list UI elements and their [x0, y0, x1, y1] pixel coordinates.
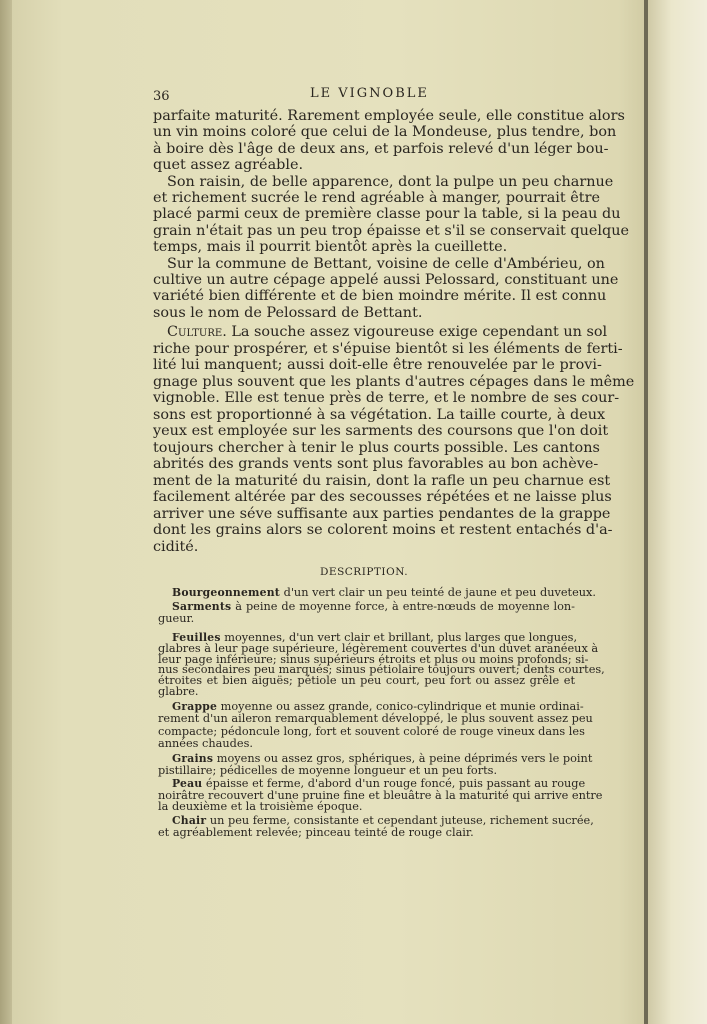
description-term: Chair: [172, 814, 207, 827]
description-term: Peau: [172, 777, 203, 790]
text-line: quet assez agréable.: [153, 157, 304, 174]
text-line: Sur la commune de Bettant, voisine de celle d'Ambérieu, on: [167, 255, 605, 272]
description-line: glabres à leur page supérieure, légèrement couvertes d'un duvet aranéeux à: [158, 641, 599, 655]
description-line: [158, 586, 597, 599]
text-line: [153, 439, 600, 456]
text-line: sous le nom de Pelossard de Bettant.: [153, 304, 423, 321]
description-line: nus secondaires peu marqués; sinus pétiolaire toujours ouvert; dents courtes,: [158, 663, 605, 677]
description-term: Sarments: [172, 600, 232, 613]
text-line: [153, 423, 609, 439]
description-term: Bourgeonnement: [172, 586, 280, 599]
description-term: Feuilles: [172, 631, 221, 644]
text-line-content: toujours chercher à tenir le plus courts possible. Les cantons: [153, 439, 600, 456]
description-text: un peu ferme, consistante et cependant juteuse, richement sucrée,: [206, 814, 594, 827]
text-line: parfaite maturité. Rarement employée seule, elle constitue alors: [153, 108, 625, 124]
description-line: étroites et bien aiguës; pétiole un peu court, peu fort ou assez grêle et: [158, 674, 575, 688]
description-line: et agréablement relevée; pinceau teinté de rouge clair.: [158, 825, 474, 839]
description-line: [158, 700, 584, 713]
text-line: [153, 373, 635, 390]
text-line-content: abrités des grands vents sont plus favorables au bon achève-: [153, 456, 599, 472]
text-line-content: vignoble. Elle est tenue près de terre, et le nombre de ses cour-: [153, 390, 620, 406]
text-line: [153, 456, 599, 472]
text-line: [153, 472, 611, 489]
page-number: 36: [153, 89, 170, 104]
next-page-edge: [648, 0, 707, 1024]
text-line-content: riche pour prospérer, et s'épuise bientôt si les éléments de ferti-: [153, 340, 623, 357]
text-line: [153, 539, 578, 555]
description-line: gueur.: [158, 611, 195, 625]
description-line: noirâtre recouvert d'une pruine fine et bleuâtre à la maturité qui arrive entre: [158, 788, 603, 802]
description-line: années chaudes.: [158, 736, 253, 750]
text-line-content: La souche assez vigoureuse exige cependant un sol: [226, 324, 608, 340]
text-line: [153, 324, 608, 340]
text-line: [153, 406, 606, 423]
description-line: compacte; pédoncule long, fort et souvent coloré de rouge vineux dans les: [158, 724, 585, 738]
text-line: cultive un autre cépage appelé aussi Pelossard, constituant une: [153, 272, 619, 288]
text-line: [153, 340, 623, 357]
description-term: Grains: [172, 752, 214, 765]
text-line: grain n'était pas un peu trop épaisse et s'il se conservait quelque: [153, 222, 630, 239]
description-term: Grappe: [172, 700, 218, 713]
description-text: moyens ou assez gros, sphériques, à peine déprimés vers le point: [213, 752, 593, 765]
text-line: [153, 505, 611, 522]
text-line-content: arriver une séve suffisante aux parties pendantes de la grappe: [153, 505, 611, 522]
text-line-content: yeux est employée sur les sarments des coursons que l'on doit: [153, 423, 609, 439]
text-line: Son raisin, de belle apparence, dont la pulpe un peu charnue: [167, 173, 614, 190]
description-line: leur page inférieure; sinus supérieurs étroits et plus ou moins profonds; si-: [158, 652, 589, 666]
description-text: moyennes, d'un vert clair et brillant, plus larges que longues,: [220, 631, 578, 644]
text-line-content: gnage plus souvent que les plants d'autres cépages dans le même: [153, 373, 635, 390]
description-line: glabre.: [158, 685, 199, 698]
text-line-content: ment de la maturité du raisin, dont la rafle un peu charnue est: [153, 472, 611, 489]
text-line-content: dont les grains alors se colorent moins et restent entachés d'a-: [153, 522, 613, 538]
culture-heading: Culture.: [167, 324, 227, 340]
text-line: temps, mais il pourrit bientôt après la cueillette.: [153, 239, 508, 256]
description-line: rement d'un aileron remarquablement développé, le plus souvent assez peu: [158, 712, 593, 726]
text-line-content: facilement altérée par des secousses répétées et ne laisse plus: [153, 489, 612, 505]
description-text: épaisse et ferme, d'abord d'un rouge foncé, puis passant au rouge: [202, 777, 586, 790]
text-line: à boire dès l'âge de deux ans, et parfois relevé d'un léger bou-: [153, 140, 609, 157]
text-line-content: cidité.: [153, 538, 199, 555]
text-line: [153, 522, 613, 538]
text-line: [153, 357, 602, 373]
text-line: [153, 489, 612, 505]
text-line: et richement sucrée le rend agréable à manger, pourrait être: [153, 190, 600, 206]
text-line: un vin moins coloré que celui de la Mondeuse, plus tendre, bon: [153, 124, 617, 141]
text-line: [153, 390, 620, 406]
text-line-content: lité lui manquent; aussi doit-elle être renouvelée par le provi-: [153, 357, 602, 373]
description-text: d'un vert clair un peu teinté de jaune et peu duveteux.: [280, 586, 597, 599]
description-line: la deuxième et la troisième époque.: [158, 800, 363, 813]
text-line: variété bien différente et de bien moindre mérite. Il est connu: [153, 288, 607, 305]
description-text: à peine de moyenne force, à entre-nœuds de moyenne lon-: [231, 600, 575, 613]
description-text: moyenne ou assez grande, conico-cylindrique et munie ordinai-: [217, 700, 584, 713]
description-line: pistillaire; pédicelles de moyenne longueur et un peu forts.: [158, 764, 498, 777]
description-heading: DESCRIPTION.: [320, 566, 409, 578]
running-head: LE VIGNOBLE: [310, 86, 429, 101]
text-line-content: sons est proportionné à sa végétation. La taille courte, à deux: [153, 406, 606, 423]
text-line: placé parmi ceux de première classe pour la table, si la peau du: [153, 206, 621, 223]
